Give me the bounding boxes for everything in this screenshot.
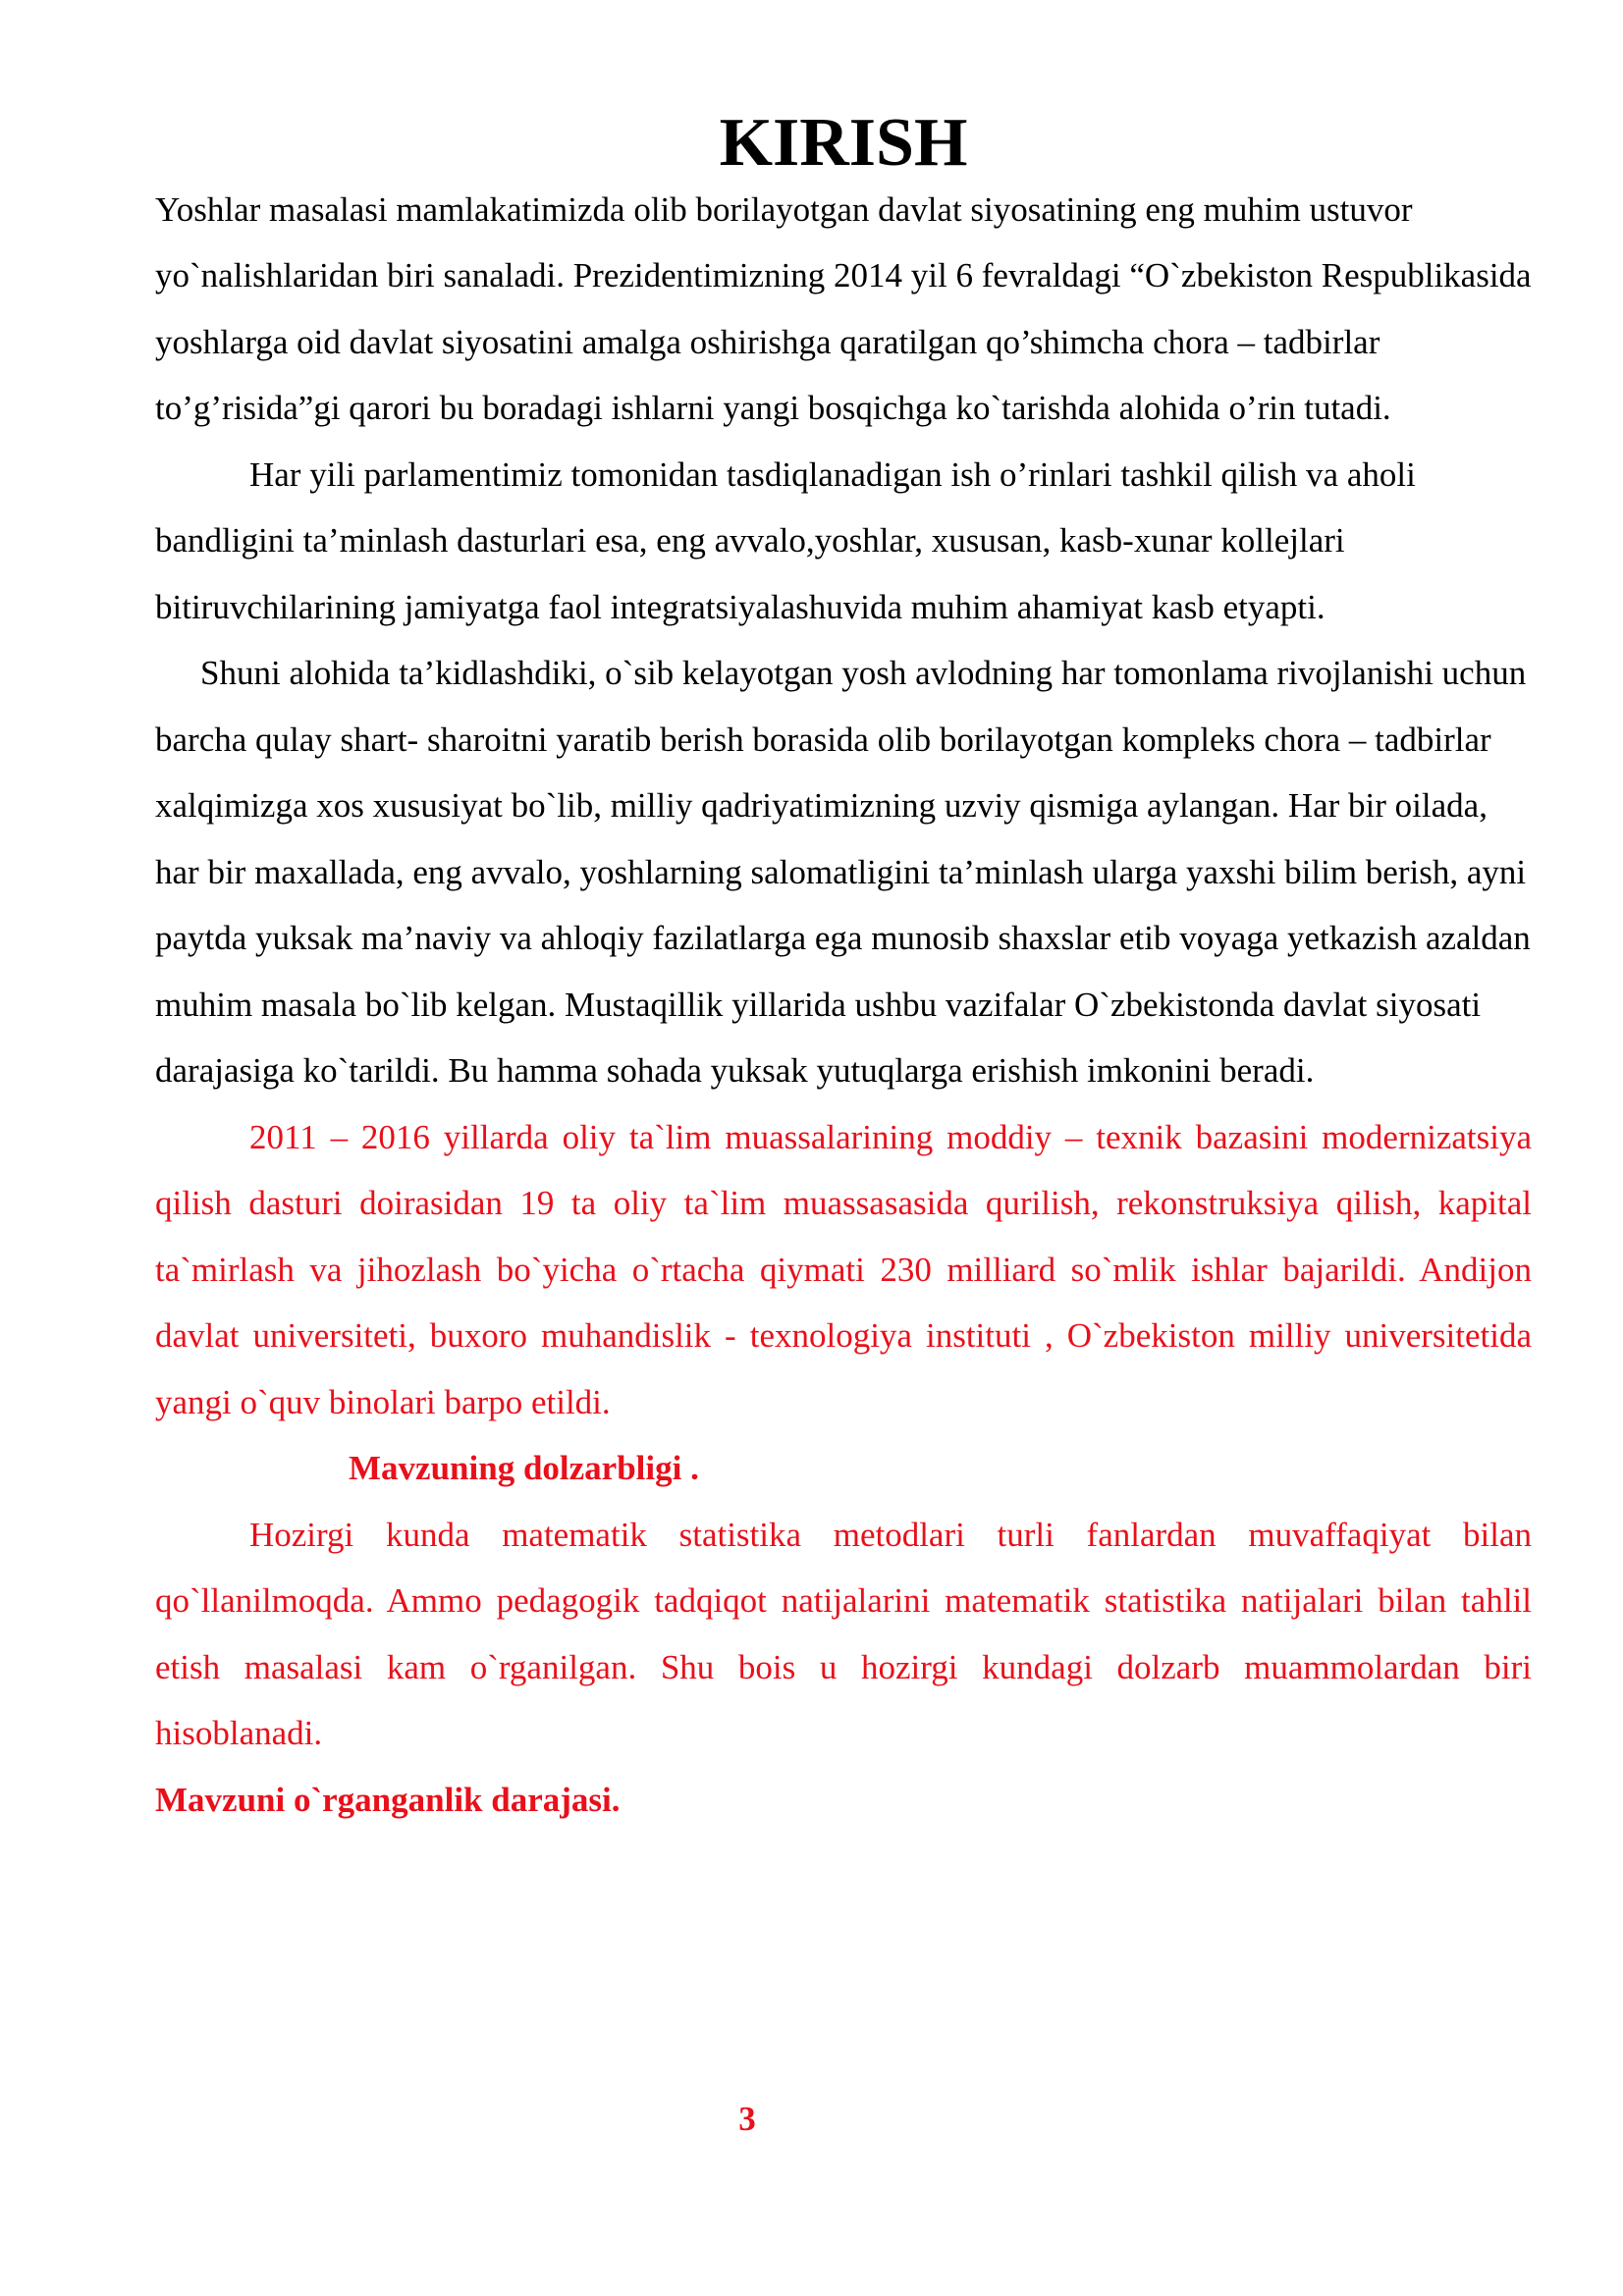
paragraph-relevance: Hozirgi kunda matematik statistika metodlari turli fanlardan muvaffaqiyat bilan qo`llanilmoqda. Ammo pedagogik tadqiqot natijalarini matematik statistika natijalari bilan tahlil etish masalasi kam o`rganilgan. Shu bois u hozirgi kundagi dolzarb muammolardan biri hisoblanadi. (155, 1515, 1532, 1752)
paragraph-employment-programs: Har yili parlamentimiz tomonidan tasdiqlanadigan ish o’rinlari tashkil qilish va aholi bandligini ta’minlash dasturlari esa, eng avvalo,yoshlar, xususan, kasb-xunar kollejlari bitiruvchilarining jamiyatga faol integratsiyalashuvida muhim ahamiyat kasb etyapti. (155, 454, 1416, 626)
paragraph-youth-development: Shuni alohida ta’kidlashdiki, o`sib kelayotgan yosh avlodning har tomonlama rivojlanishi uchun barcha qulay shart- sharoitni yaratib berish borasida olib borilayotgan kompleks chora – tadbirlar xalqimizga xos xususiyat bo`lib, milliy qadriyatimizning uzviy qismiga aylangan. Har bir oilada, har bir maxallada, eng avvalo, yoshlarning salomatligini ta’minlash ularga yaxshi bilim berish, ayni paytda yuksak ma’naviy va ahloqiy fazilatlarga ega munosib shaxslar etib voyaga yetkazish azaldan muhim masala bo`lib kelgan. Mustaqillik yillarida ushbu vazifalar O`zbekistonda davlat siyosati darajasiga ko`tarildi. Bu hamma sohada yuksak yutuqlarga erishish imkonini beradi. (155, 654, 1531, 1090)
paragraph-higher-education-modernization: 2011 – 2016 yillarda oliy ta`lim muassalarining moddiy – texnik bazasini modernizatsiya qilish dasturi doirasidan 19 ta oliy ta`lim muassasasida qurilish, rekonstruksiya qilish, kapital ta`mirlash va jihozlash bo`yicha o`rtacha qiymati 230 milliard so`mlik ishlar bajarildi. Andijon davlat universiteti, buxoro muhandislik - texnologiya instituti , O`zbekiston milliy universitetida yangi o`quv binolari barpo etildi. (155, 1117, 1532, 1421)
page-number: 3 (738, 2100, 756, 2138)
document-body (155, 105, 1532, 1833)
paragraph-youth-policy: Yoshlar masalasi mamlakatimizda olib borilayotgan davlat siyosatining eng muhim ustuvor yo`nalishlaridan biri sanaladi. Prezidentimizning 2014 yil 6 fevraldagi “O`zbekiston Respublikasida yoshlarga oid davlat siyosatini amalga oshirishga qaratilgan qo’shimcha chora – tadbirlar to’g’risida”gi qarori bu boradagi ishlarni yangi bosqichga ko`tarishda alohida o’rin tutadi. (155, 189, 1532, 427)
section-heading-relevance: Mavzuning dolzarbligi . (349, 1449, 699, 1487)
section-heading-study-level: Mavzuni o`rganganlik darajasi. (155, 1780, 621, 1819)
page-title: KIRISH (719, 105, 968, 181)
